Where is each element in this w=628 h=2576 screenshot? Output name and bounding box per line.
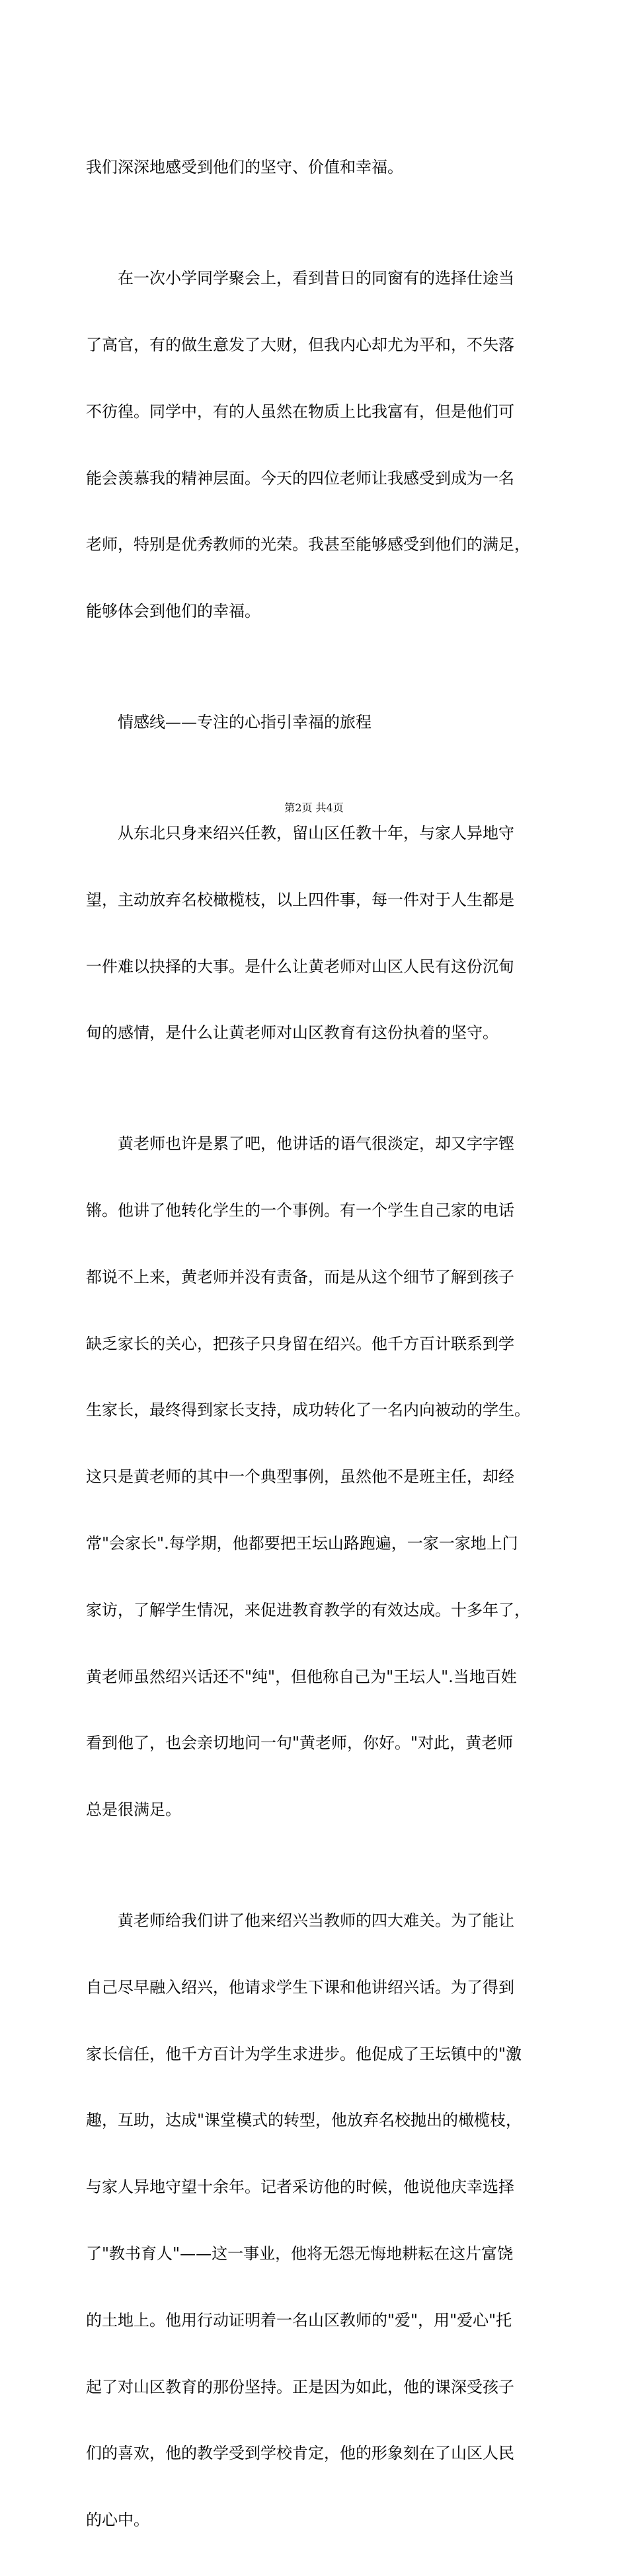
text-line: 趣，互助，达成"课堂模式的转型，他放弃名校抛出的橄榄枝， — [86, 2111, 522, 2130]
text-line: 总是很满足。 — [86, 1800, 181, 1820]
text-line: 锵。他讲了他转化学生的一个事例。有一个学生自己家的电话 — [86, 1201, 514, 1220]
text-line: 缺乏家长的关心，把孩子只身留在绍兴。他千方百计联系到学 — [86, 1334, 514, 1353]
text-line: 与家人异地守望十余年。记者采访他的时候，他说他庆幸选择 — [86, 2178, 514, 2197]
text-line: 了"教书育人"——这一事业，他将无怨无悔地耕耘在这片富饶 — [86, 2244, 514, 2263]
text-line: 的心中。 — [86, 2511, 149, 2530]
paragraph-5 — [86, 1866, 562, 2576]
text-line: 在一次小学同学聚会上，看到昔日的同窗有的选择仕途当 — [118, 269, 514, 288]
text-line: 自己尽早融入绍兴，他请求学生下课和他讲绍兴话。为了得到 — [86, 1977, 514, 1997]
text-line: 老师，特别是优秀教师的光荣。我甚至能够感受到他们的满足， — [86, 535, 530, 554]
paragraph-1 — [86, 112, 562, 223]
text-line: 起了对山区教育的那份坚持。正是因为如此，他的课深受孩子 — [86, 2377, 514, 2396]
text-line: 家访，了解学生情况，来促进教育教学的有效达成。十多年了， — [86, 1600, 530, 1619]
paragraph-4 — [86, 1089, 562, 1866]
text-line: 黄老师也许是累了吧，他讲话的语气很淡定，却又字字铿 — [118, 1134, 514, 1154]
text-line: 能会羡慕我的精神层面。今天的四位老师让我感受到成为一名 — [86, 468, 514, 488]
text-line: 从东北只身来绍兴任教，留山区任教十年，与家人异地守 — [118, 824, 514, 842]
text-line: 我们深深地感受到他们的坚守、价值和幸福。 — [86, 158, 403, 177]
text-line: 都说不上来，黄老师并没有责备，而是从这个细节了解到孩子 — [86, 1267, 514, 1286]
text-line: 家长信任，他千方百计为学生求进步。他促成了王坛镇中的"激 — [86, 2044, 522, 2063]
page-footer — [0, 799, 628, 815]
heading-line: 情感线——专注的心指引幸福的旅程 — [118, 713, 372, 732]
text-line: 甸的感情，是什么让黄老师对山区教育有这份执着的坚守。 — [86, 1023, 498, 1043]
section-heading — [86, 667, 562, 778]
text-line: 不彷徨。同学中，有的人虽然在物质上比我富有，但是他们可 — [86, 402, 514, 421]
text-line: 望，主动放弃名校橄榄枝，以上四件事，每一件对于人生都是 — [86, 890, 514, 909]
paragraph-3 — [86, 778, 562, 1089]
text-line: 这只是黄老师的其中一个典型事例，虽然他不是班主任，却经 — [86, 1467, 514, 1487]
text-line: 常"会家长".每学期，他都要把王坛山路跑遍，一家一家地上门 — [86, 1534, 518, 1553]
text-line: 黄老师给我们讲了他来绍兴当教师的四大难关。为了能让 — [118, 1911, 514, 1931]
document-body — [86, 112, 562, 2576]
text-line: 黄老师虽然绍兴话还不"纯"，但他称自己为"王坛人".当地百姓 — [86, 1667, 517, 1686]
text-line: 一件难以抉择的大事。是什么让黄老师对山区人民有这份沉甸 — [86, 957, 514, 976]
text-line: 生家长，最终得到家长支持，成功转化了一名内向被动的学生。 — [86, 1401, 530, 1420]
text-line: 了高官，有的做生意发了大财，但我内心却尤为平和，不失落 — [86, 335, 514, 354]
page-number: 第2页 共4页 — [284, 801, 344, 814]
text-line: 能够体会到他们的幸福。 — [86, 602, 260, 621]
paragraph-2 — [86, 223, 562, 667]
text-line: 们的喜欢，他的教学受到学校肯定，他的形象刻在了山区人民 — [86, 2444, 514, 2463]
text-line: 的土地上。他用行动证明着一名山区教师的"爱"，用"爱心"托 — [86, 2310, 512, 2330]
text-line: 看到他了，也会亲切地问一句"黄老师，你好。"对此，黄老师 — [86, 1734, 514, 1753]
